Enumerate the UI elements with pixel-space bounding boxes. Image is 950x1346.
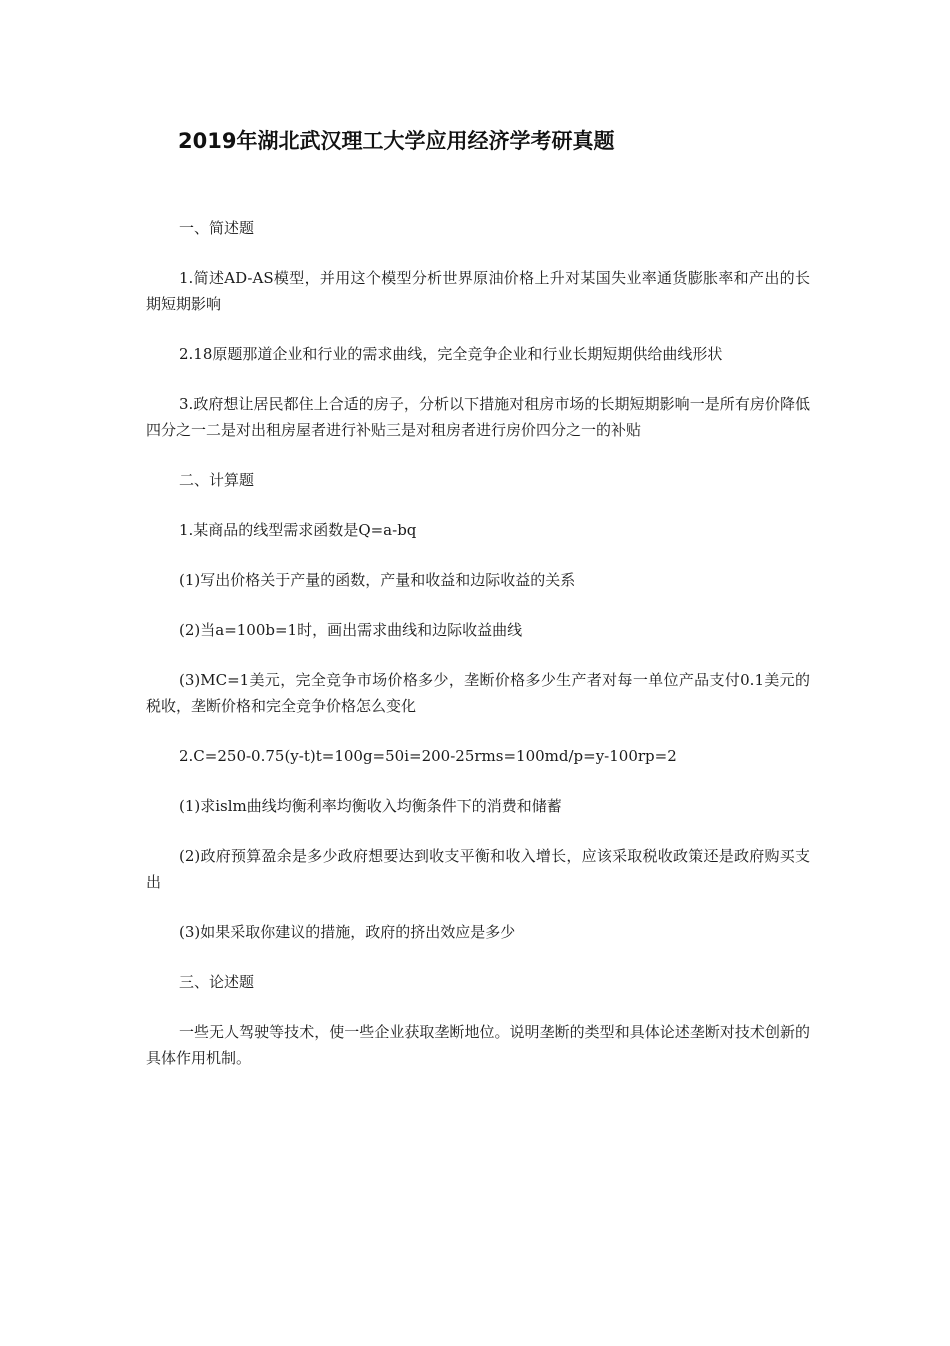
document-body [146, 215, 810, 1095]
calc-question-1-part-1: (1)写出价格关于产量的函数，产量和收益和边际收益的关系 [179, 571, 576, 589]
calc-question-2-islm: 2.C=250-0.75(y-t)t=100g=50i=200-25rms=100md/p=y-100rp=2 [179, 747, 677, 765]
calc-question-1-part-2: (2)当a=100b=1时，画出需求曲线和边际收益曲线 [179, 621, 523, 639]
section-heading-essay: 三、论述题 [179, 973, 255, 991]
section-heading-calculation: 二、计算题 [179, 471, 255, 489]
calc-question-1-part-3: (3)MC=1美元，完全竞争市场价格多少，垄断价格多少生产者对每一单位产品支付0.1美元的税收，垄断价格和完全竞争价格怎么变化 [146, 671, 810, 715]
question-3-rental-market: 3.政府想让居民都住上合适的房子，分析以下措施对租房市场的长期短期影响一是所有房价降低四分之一二是对出租房屋者进行补贴三是对租房者进行房价四分之一的补贴 [146, 395, 810, 439]
calc-question-1-demand: 1.某商品的线型需求函数是Q=a-bq [179, 521, 417, 539]
section-heading-short-answer: 一、简述题 [179, 219, 255, 237]
calc-question-2-part-1: (1)求islm曲线均衡利率均衡收入均衡条件下的消费和储蓄 [179, 797, 562, 815]
question-1-ad-as: 1.简述AD-AS模型，并用这个模型分析世界原油价格上升对某国失业率通货膨胀率和产出的长期短期影响 [146, 269, 810, 313]
document-title: 2019年湖北武汉理工大学应用经济学考研真题 [178, 129, 615, 153]
question-2-supply-curves: 2.18原题那道企业和行业的需求曲线，完全竞争企业和行业长期短期供给曲线形状 [179, 345, 723, 363]
essay-question-monopoly: 一些无人驾驶等技术，使一些企业获取垄断地位。说明垄断的类型和具体论述垄断对技术创新的具体作用机制。 [146, 1023, 810, 1067]
calc-question-2-part-2: (2)政府预算盈余是多少政府想要达到收支平衡和收入增长，应该采取税收政策还是政府购买支出 [146, 847, 810, 891]
calc-question-2-part-3: (3)如果采取你建议的措施，政府的挤出效应是多少 [179, 923, 516, 941]
